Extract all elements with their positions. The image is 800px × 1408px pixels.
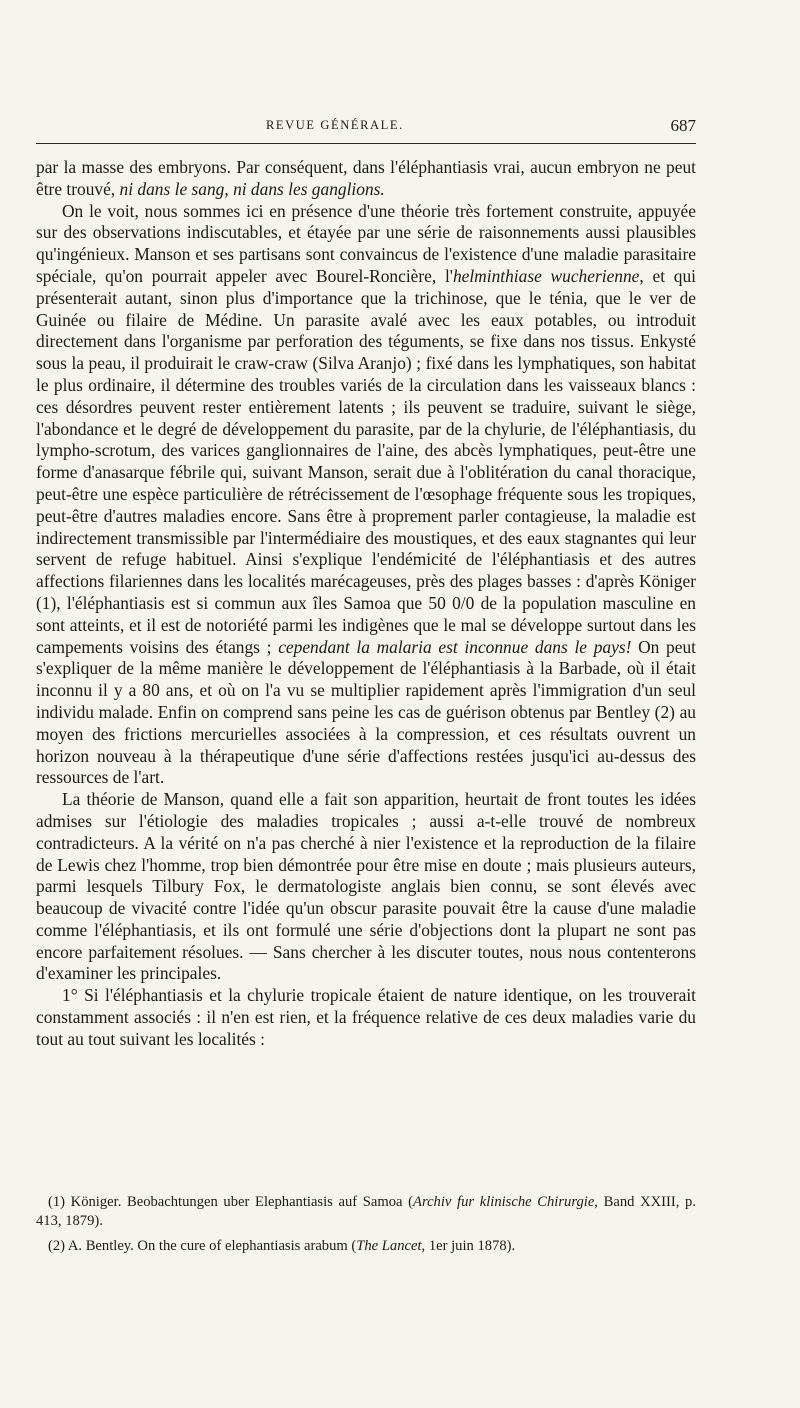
paragraph	[36, 985, 696, 1050]
text-run: 1° Si l'éléphantiasis et la chylurie tropicale étaient de nature identique, on les trouverait constamment associés : il n'en est rien, et la fréquence relative de ces deux maladies varie du tout au tout suivant les localités :	[36, 985, 696, 1049]
document-page	[36, 0, 696, 1408]
italic-text: The Lancet	[356, 1238, 422, 1254]
text-run: On le voit, nous sommes ici en présence d'une théorie très fortement construite, appuyée sur des observations indiscutables, et étayée par une série de raisonnements aussi plausibles qu'ingénieux. Manson et ses partisans sont convaincus de l'existence d'une maladie parasitaire spéciale, qu'on pourrait appeler avec Bourel-Roncière, l'	[36, 200, 696, 286]
italic-text: ni dans les ganglions.	[233, 178, 385, 199]
page-number: 687	[670, 116, 696, 135]
text-run: par la masse des embryons. Par conséquent, dans l'éléphantiasis vrai, aucun embryon ne peut être trouvé,	[36, 157, 696, 199]
text-run: (2) A. Bentley. On the cure of elephantiasis arabum (	[48, 1238, 357, 1254]
text-run: On peut s'expliquer de la même manière le développement de l'éléphantiasis à la Barbade, où il était inconnu il y a 80 ans, et où on l'a vu se multiplier rapidement après l'immigration d'un seul individu malade. Enfin on comprend sans peine les cas de guérison obtenus par Bentley (2) au moyen des frictions mercurielles associées à la compression, et ces résultats ouvrent un horizon nouveau à la thérapeutique d'une série d'affections restées jusqu'ici au-dessus des ressources de l'art.	[36, 636, 696, 788]
text-run: , 1er juin 1878).	[421, 1238, 516, 1254]
header-rule	[36, 143, 696, 144]
footnote	[36, 1237, 696, 1256]
italic-text: helminthiase wucherienne	[452, 265, 640, 286]
footnote	[36, 1193, 696, 1231]
body-text	[36, 157, 696, 1051]
paragraph	[36, 201, 696, 790]
text-run: ,	[224, 178, 234, 199]
text-run: (1) Königer. Beobachtungen uber Elephantiasis auf Samoa (	[48, 1194, 414, 1210]
italic-text: Archiv fur klinische Chirurgie	[413, 1194, 595, 1210]
text-run: , Band XXIII, p. 413, 1879).	[36, 1194, 696, 1229]
paragraph	[36, 157, 696, 201]
text-run: La théorie de Manson, quand elle a fait son apparition, heurtait de front toutes les idées admises sur l'étiologie des maladies tropicales ; aussi a-t-elle trouvé de nombreux contradicteurs. A la vérité on n'a pas cherché à nier l'existence et la reproduction de la filaire de Lewis chez l'homme, trop bien démontrée pour être mise en doute ; mais plusieurs auteurs, parmi lesquels Tilbury Fox, le dermatologiste anglais bien connu, se sont élevés avec beaucoup de vivacité contre l'idée qu'un obscur parasite pouvait être la cause d'une maladie comme l'éléphantiasis, et ils ont formulé une série d'objections dont la plupart ne sont pas encore parfaitement résolues. — Sans chercher à les discuter toutes, nous nous contenterons d'examiner les principales.	[36, 789, 696, 984]
text-run: , et qui présenterait autant, sinon plus d'importance que la trichinose, que le ténia, que le ver de Guinée ou filaire de Médine. Un parasite avalé avec les eaux potables, ou introduit directement dans l'organisme par perforation des téguments, se fixe dans nos tissus. Enkysté sous la peau, il produirait le craw-craw (Silva Aranjo) ; fixé dans les lymphatiques, son habitat le plus ordinaire, il détermine des troubles variés de la circulation dans les vaisseaux blancs : ces désordres peuvent rester entièrement latents ; ils peuvent se traduire, suivant le siège, l'abondance et le degré de développement du parasite, par de la chylurie, de l'éléphantiasis, du lympho-scrotum, des varices ganglionnaires de l'aine, des abcès lymphatiques, peut-être une forme d'anasarque fébrile qui, suivant Manson, serait due à l'oblitération du canal thoracique, peut-être une espèce particulière de rétrécissement de l'œsophage fréquente sous les tropiques, peut-être d'autres maladies encore. Sans être à proprement parler contagieuse, la maladie est indirectement transmissible par l'intermédiaire des moustiques, et des eaux stagnantes qui leur servent de refuge habituel. Ainsi s'explique l'endémicité de l'éléphantiasis et des autres affections filariennes dans les localités marécageuses, près des plages basses : d'après Königer (1), l'éléphantiasis est si commun aux îles Samoa que 50 0/0 de la population masculine en sont atteints, et il est de notoriété parmi les indigènes que le mal se développe surtout dans les campements voisins des étangs ;	[36, 265, 696, 657]
footnotes	[36, 1193, 696, 1262]
page-header	[36, 116, 696, 140]
running-title: REVUE GÉNÉRALE.	[266, 118, 404, 132]
italic-text: cependant la malaria est inconnue dans le pays!	[278, 636, 632, 657]
italic-text: ni dans le sang	[119, 178, 225, 199]
paragraph	[36, 789, 696, 985]
